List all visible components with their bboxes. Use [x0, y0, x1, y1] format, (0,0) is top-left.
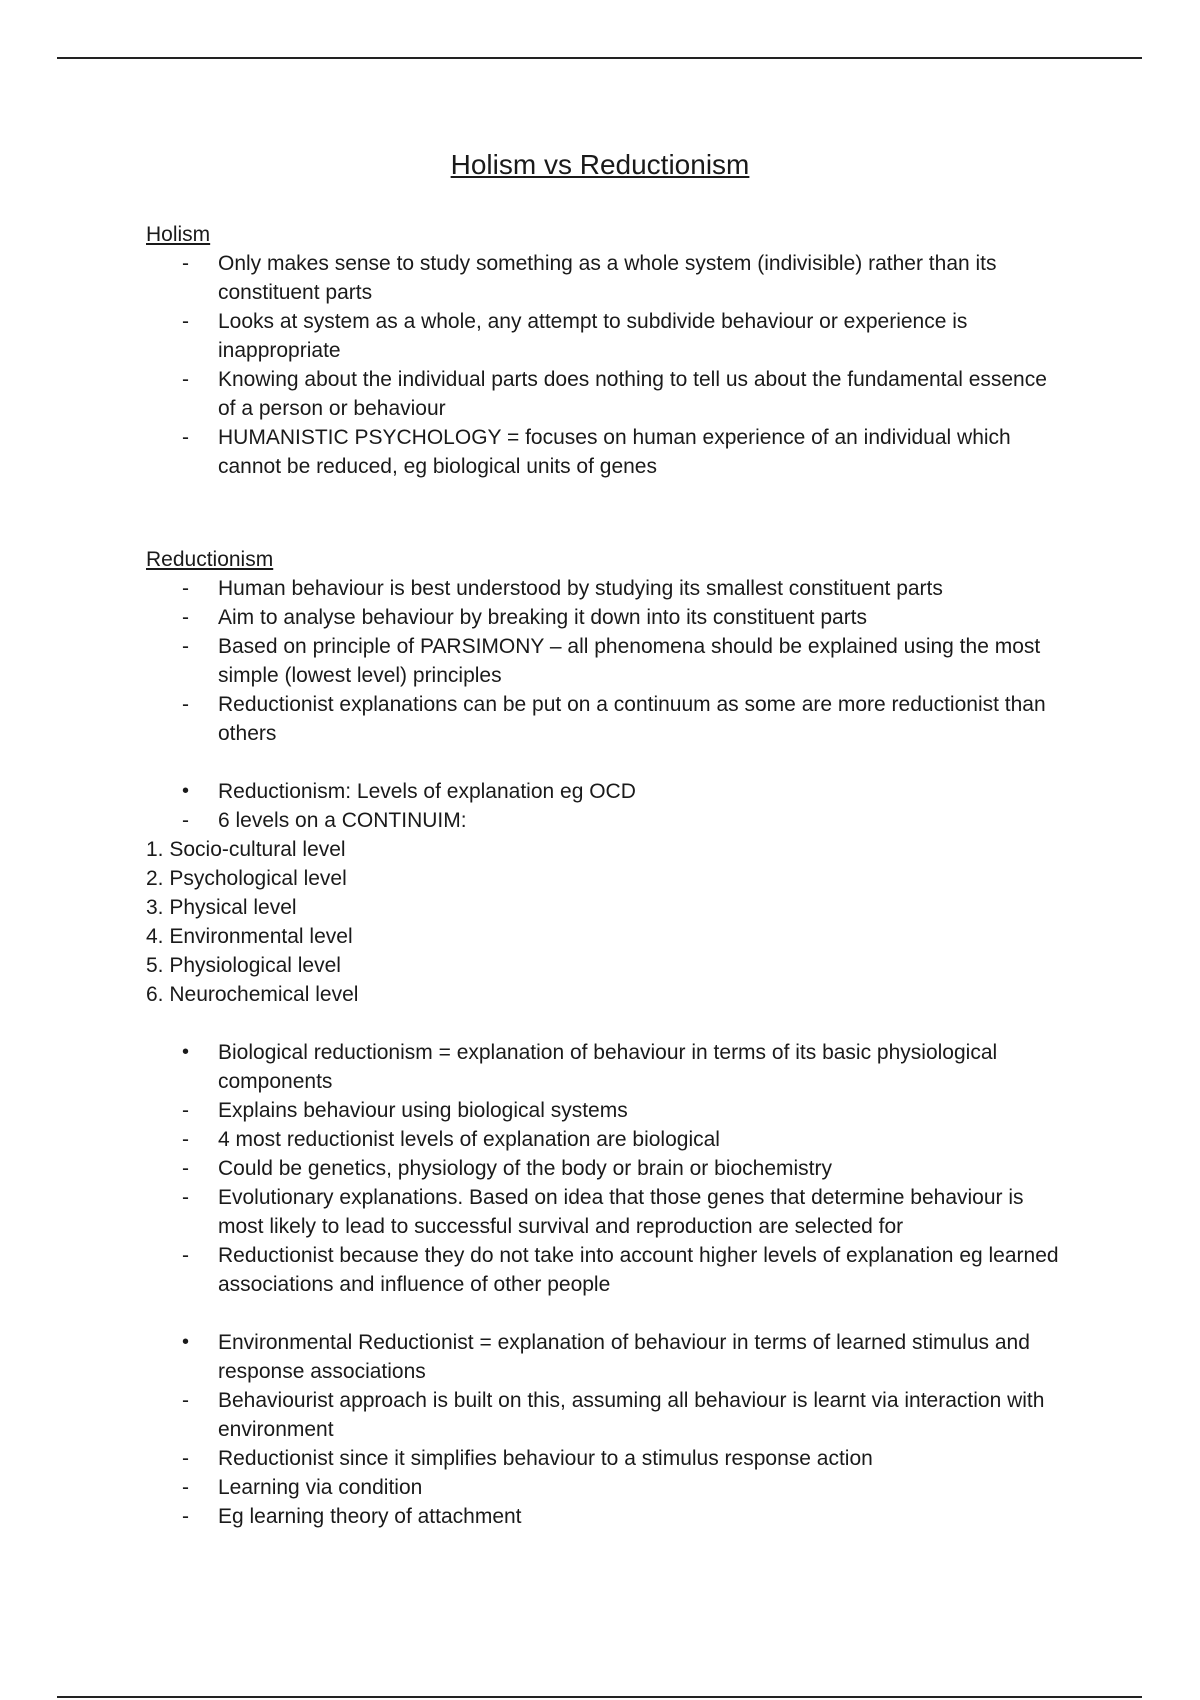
- spacer: [146, 1299, 1066, 1328]
- list-item: [146, 1502, 1066, 1531]
- list-item: [146, 1096, 1066, 1125]
- list-item-text: Learning via condition: [218, 1476, 423, 1499]
- list-item-text: Environmental Reductionist = explanation of behaviour in terms of learned stimulus and response associations: [218, 1331, 1030, 1383]
- spacer: [146, 748, 1066, 777]
- list-item: [146, 632, 1066, 690]
- list-item: [146, 1183, 1066, 1241]
- list-item-text: Explains behaviour using biological systems: [218, 1099, 628, 1122]
- dash-marker: -: [182, 1389, 189, 1412]
- list-item-text: Reductionism: Levels of explanation eg OCD: [218, 780, 636, 803]
- list-item: [146, 365, 1066, 423]
- dash-marker: -: [182, 1476, 189, 1499]
- list-item-text: Reductionist because they do not take into account higher levels of explanation eg learned associations and influence of other people: [218, 1244, 1059, 1296]
- holism-heading: Holism: [146, 223, 211, 246]
- numbered-item: 1. Socio-cultural level: [146, 838, 346, 861]
- numbered-item: 2. Psychological level: [146, 867, 347, 890]
- dash-marker: -: [182, 693, 189, 716]
- dash-marker: -: [182, 252, 189, 275]
- list-item: [146, 423, 1066, 481]
- dash-marker: -: [182, 368, 189, 391]
- list-item-text: Knowing about the individual parts does nothing to tell us about the fundamental essence of a person or behaviour: [218, 368, 1047, 420]
- list-item: [146, 603, 1066, 632]
- numbered-item: 6. Neurochemical level: [146, 983, 359, 1006]
- list-item: [146, 777, 1066, 806]
- list-item: [146, 1154, 1066, 1183]
- list-item: [146, 307, 1066, 365]
- bottom-divider: [57, 1696, 1142, 1698]
- dash-marker: -: [182, 1186, 189, 1209]
- list-item-text: Aim to analyse behaviour by breaking it down into its constituent parts: [218, 606, 868, 629]
- list-item-text: Looks at system as a whole, any attempt to subdivide behaviour or experience is inappropriate: [218, 310, 968, 362]
- list-item-text: Based on principle of PARSIMONY – all phenomena should be explained using the most simple (lowest level) principles: [218, 635, 1041, 687]
- dash-marker: -: [182, 426, 189, 449]
- list-item: [146, 1473, 1066, 1502]
- list-item: [146, 1241, 1066, 1299]
- reductionism-section: [146, 545, 1066, 1531]
- list-item: [146, 1386, 1066, 1444]
- dash-marker: -: [182, 577, 189, 600]
- spacer: [146, 1009, 1066, 1038]
- bullet-marker: •: [182, 1331, 190, 1353]
- dash-marker: -: [182, 1128, 189, 1151]
- dash-marker: -: [182, 1447, 189, 1470]
- list-item-text: HUMANISTIC PSYCHOLOGY = focuses on human experience of an individual which cannot be reduced, eg biological units of genes: [218, 426, 1011, 478]
- list-item-text: Could be genetics, physiology of the body or brain or biochemistry: [218, 1157, 833, 1180]
- holism-section: [146, 220, 1066, 481]
- list-item-text: Only makes sense to study something as a whole system (indivisible) rather than its constituent parts: [218, 252, 997, 304]
- dash-marker: -: [182, 1157, 189, 1180]
- numbered-item: 5. Physiological level: [146, 954, 341, 977]
- dash-marker: -: [182, 1099, 189, 1122]
- list-item-text: Reductionist explanations can be put on a continuum as some are more reductionist than others: [218, 693, 1046, 745]
- list-item: [146, 806, 1066, 835]
- list-item-text: Human behaviour is best understood by studying its smallest constituent parts: [218, 577, 943, 600]
- dash-marker: -: [182, 635, 189, 658]
- dash-marker: -: [182, 809, 189, 832]
- list-item-text: Biological reductionism = explanation of behaviour in terms of its basic physiological components: [218, 1041, 998, 1093]
- dash-marker: -: [182, 1244, 189, 1267]
- numbered-item: 3. Physical level: [146, 896, 297, 919]
- numbered-item: 4. Environmental level: [146, 925, 353, 948]
- dash-marker: -: [182, 606, 189, 629]
- list-item: [146, 249, 1066, 307]
- list-item-text: Behaviourist approach is built on this, assuming all behaviour is learnt via interaction with environment: [218, 1389, 1045, 1441]
- bullet-marker: •: [182, 780, 190, 802]
- top-divider: [57, 57, 1142, 59]
- list-item: [146, 1444, 1066, 1473]
- list-item: [146, 574, 1066, 603]
- reductionism-heading: Reductionism: [146, 548, 274, 571]
- dash-marker: -: [182, 310, 189, 333]
- list-item: [146, 1038, 1066, 1096]
- list-item-text: Eg learning theory of attachment: [218, 1505, 522, 1528]
- list-item: [146, 690, 1066, 748]
- list-item: [146, 1125, 1066, 1154]
- page-title: Holism vs Reductionism: [450, 149, 750, 180]
- list-item-text: 6 levels on a CONTINUIM:: [218, 809, 467, 832]
- list-item-text: 4 most reductionist levels of explanation are biological: [218, 1128, 720, 1151]
- list-item-text: Evolutionary explanations. Based on idea that those genes that determine behaviour is most likely to lead to successful survival and reproduction are selected for: [218, 1186, 1024, 1238]
- list-item-text: Reductionist since it simplifies behaviour to a stimulus response action: [218, 1447, 873, 1470]
- list-item: [146, 1328, 1066, 1386]
- bullet-marker: •: [182, 1041, 190, 1063]
- dash-marker: -: [182, 1505, 189, 1528]
